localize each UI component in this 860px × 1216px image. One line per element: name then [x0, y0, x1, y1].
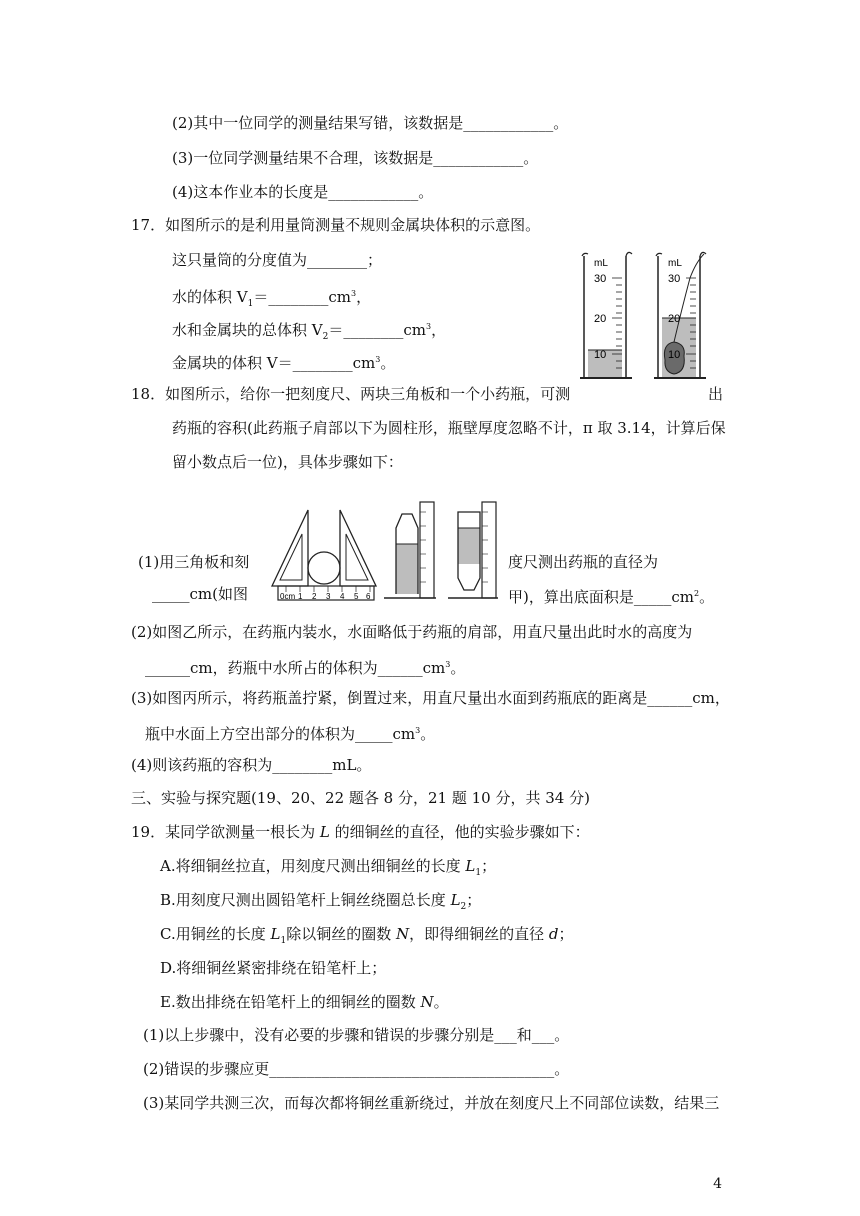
q16-part2: (2)其中一位同学的测量结果写错，该数据是____________。 [172, 114, 569, 132]
q18-line2: 药瓶的容积(此药瓶子肩部以下为圆柱形，瓶壁厚度忽略不计，π 取 3.14，计算后保 [172, 419, 726, 437]
cylinder-water-only [580, 252, 632, 378]
q19-step-b: B.用刻度尺测出圆铅笔杆上铜丝绕圈总长度 $L_2$； [160, 891, 482, 912]
cyl1-tick-10: 10 [594, 349, 607, 361]
q19-step-c: C.用铜丝的长度 $L_1$除以铜丝的圈数 N，即得细铜丝的直径 d； [160, 925, 574, 946]
q18-part1-b: 度尺测出药瓶的直径为 [508, 553, 659, 571]
ruler-5: 5 [354, 592, 359, 601]
cyl1-unit: mL [594, 258, 608, 269]
ruler-1: 1 [298, 592, 303, 601]
figure-jia [272, 510, 376, 601]
q19-part2: (2)错误的步骤应更______________________________________。 [143, 1060, 570, 1078]
q19-step-a: A.将细铜丝拉直，用刻度尺测出细铜丝的长度 $L_1$； [160, 857, 497, 878]
q18-part1-d: 甲)，算出底面积是$\_\_\_\_\_cm^2$。 [508, 588, 715, 606]
q18-part4: (4)则该药瓶的容积为________mL。 [131, 756, 372, 774]
ruler-4: 4 [340, 592, 345, 601]
q19-stem: 19．某同学欲测量一根长为 L 的细铜丝的直径，他的实验步骤如下： [131, 823, 590, 841]
cyl2-unit: mL [668, 258, 682, 269]
q18-part2-b: ______cm，药瓶中水所占的体积为$\_\_\_\_\_\_cm^3$。 [145, 659, 466, 677]
q17-line4: 金属块的体积 $V=\_\_\_\_\_\_\_\_cm^3$。 [172, 354, 396, 372]
ruler-6: 6 [366, 592, 371, 601]
q17-line2: 水的体积 $V_1=\_\_\_\_\_\_\_\_cm^3$， [172, 288, 372, 309]
q18-part3-a: (3)如图丙所示，将药瓶盖拧紧，倒置过来，用直尺量出水面到药瓶底的距离是______cm， [131, 689, 730, 707]
q19-part3: (3)某同学共测三次，而每次都将铜丝重新绕过，并放在刻度尺上不同部位读数，结果三 [143, 1094, 720, 1112]
q17-line3: 水和金属块的总体积 $V_2=\_\_\_\_\_\_\_\_cm^3$， [172, 321, 447, 342]
q19-part1: (1)以上步骤中，没有必要的步骤和错误的步骤分别是___和___。 [143, 1026, 570, 1044]
figure-yi [384, 502, 436, 598]
graduated-cylinder-figure [578, 248, 708, 388]
q17-line1: 这只量筒的分度值为________； [172, 251, 383, 269]
medicine-bottle-figure [266, 498, 506, 606]
q18-part3-b: 瓶中水面上方空出部分的体积为$\_\_\_\_\_cm^3$。 [145, 725, 436, 743]
ruler-3: 3 [326, 592, 331, 601]
cyl2-tick-10: 10 [668, 349, 681, 361]
q18-line3: 留小数点后一位)，具体步骤如下： [172, 453, 403, 471]
q18-part1-c: _____cm(如图 [152, 585, 248, 603]
q18-part2-a: (2)如图乙所示，在药瓶内装水，水面略低于药瓶的肩部，用直尺量出此时水的高度为 [131, 623, 693, 641]
cyl1-tick-20: 20 [594, 313, 607, 325]
q19-step-d: D.将细铜丝紧密排绕在铅笔杆上； [160, 959, 387, 977]
cylinder-with-metal [654, 252, 706, 378]
q18-part1-a: (1)用三角板和刻 [138, 553, 250, 571]
q19-step-e: E.数出排绕在铅笔杆上的细铜丝的圈数 N。 [160, 993, 449, 1011]
q17-stem: 17．如图所示的是利用量筒测量不规则金属块体积的示意图。 [131, 216, 541, 234]
cyl1-tick-30: 30 [594, 273, 607, 285]
cyl2-tick-20: 20 [668, 313, 681, 325]
page-number: 4 [713, 1176, 722, 1192]
section3-heading: 三、实验与探究题(19、20、22 题各 8 分，21 题 10 分，共 34 分) [131, 789, 590, 807]
q18-stem-end: 出 [708, 385, 724, 403]
q16-part3: (3)一位同学测量结果不合理，该数据是____________。 [172, 149, 539, 167]
ruler-zero: 0cm [280, 592, 296, 601]
q16-part4: (4)这本作业本的长度是____________。 [172, 183, 434, 201]
figure-bing [448, 502, 498, 598]
ruler-2: 2 [312, 592, 317, 601]
q18-stem: 18．如图所示，给你一把刻度尺、两块三角板和一个小药瓶，可测 [131, 385, 571, 403]
cyl2-tick-30: 30 [668, 273, 681, 285]
